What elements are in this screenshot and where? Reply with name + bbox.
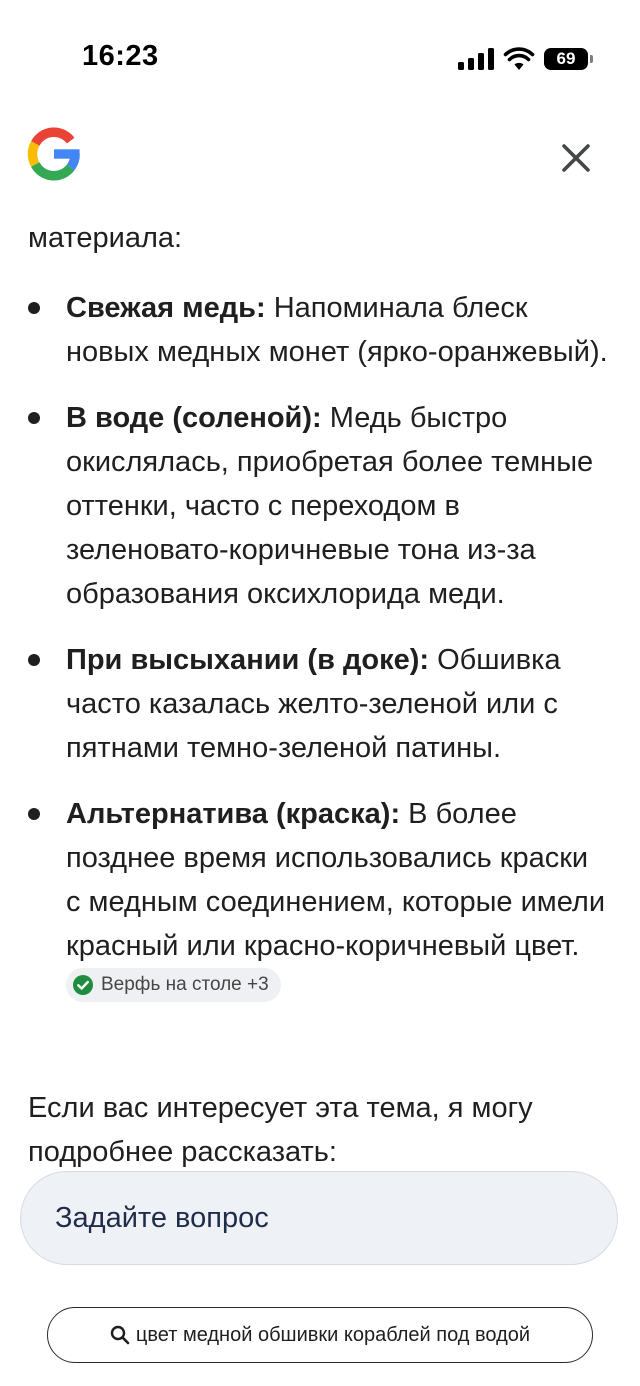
search-suggestion-label: цвет медной обшивки кораблей под водой: [135, 1323, 531, 1346]
close-icon: [561, 143, 591, 173]
list-item: [0, 396, 640, 616]
google-logo: [26, 126, 82, 182]
bullet-heading: В воде (соленой):: [66, 402, 322, 434]
status-bar: [0, 0, 640, 110]
lead-text: материала:: [28, 222, 183, 254]
bullet-dot: [28, 412, 40, 424]
bullet-list: [0, 286, 640, 1034]
list-item: [0, 792, 640, 1012]
signal-icon: [458, 48, 494, 70]
bullet-text: Медь быстро окислялась, приобретая более темные оттенки, часто с переходом в зеленовато-коричневые тона из-за образования оксихлорида меди.: [66, 402, 594, 610]
bullet-dot: [28, 654, 40, 666]
list-item: [0, 638, 640, 770]
bullet-heading: Свежая медь:: [66, 292, 266, 324]
bullet-text: Обшивка часто казалась желто-зеленой или с пятнами темно-зеленой патины.: [66, 644, 561, 764]
search-suggestion-button[interactable]: [47, 1307, 593, 1363]
ask-placeholder: Задайте вопрос: [55, 1201, 269, 1234]
close-button[interactable]: [548, 130, 604, 186]
bullet-heading: При высыхании (в доке):: [66, 644, 430, 676]
app-header: [0, 120, 640, 200]
battery-icon: [544, 48, 588, 70]
status-time: 16:23: [82, 40, 159, 72]
bullet-text: В более позднее время использовались краски с медным соединением, которые имели красный или красно-коричневый цвет.: [66, 798, 606, 962]
answer-content: [0, 212, 640, 1168]
battery-level: 69: [556, 49, 576, 68]
status-icons: [458, 42, 588, 76]
ask-input[interactable]: [20, 1171, 618, 1265]
source-chip[interactable]: [66, 968, 281, 1002]
search-icon: [110, 1325, 130, 1345]
wifi-icon: [504, 48, 534, 70]
bullet-dot: [28, 808, 40, 820]
tail-text: Если вас интересует эта тема, я могу подробнее рассказать:: [28, 1092, 533, 1168]
check-circle-icon: [72, 974, 94, 996]
list-item: [0, 286, 640, 374]
source-chip-label: Верфь на столе +3: [101, 974, 269, 995]
bullet-text: Напоминала блеск новых медных монет (ярко-оранжевый).: [66, 292, 608, 368]
bullet-heading: Альтернатива (краска):: [66, 798, 401, 830]
bullet-dot: [28, 302, 40, 314]
